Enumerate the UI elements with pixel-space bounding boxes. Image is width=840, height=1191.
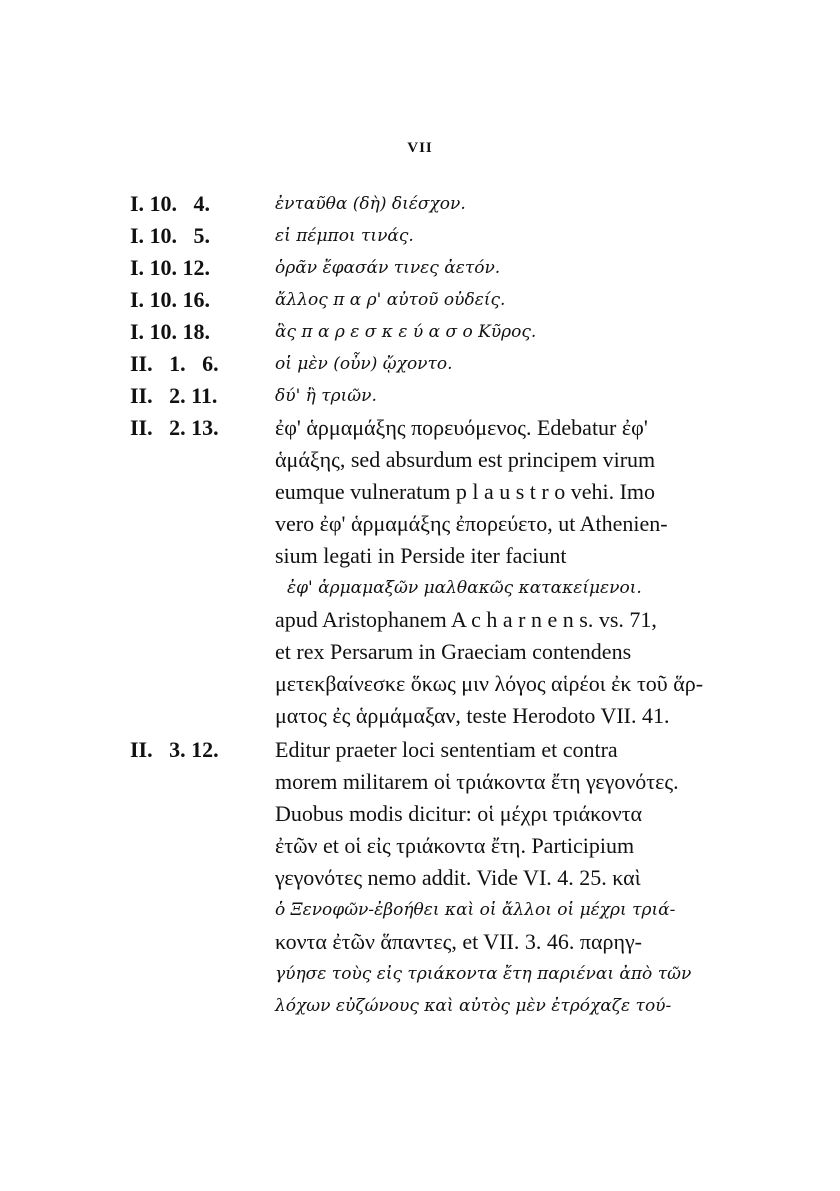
note-line: εἰ πέμποι τινάς. — [275, 226, 414, 246]
note-text — [275, 316, 705, 348]
running-head: VII — [407, 140, 433, 156]
note-reference: II. 2. 11. — [130, 383, 218, 408]
note-line: ἐφ' ἁρμαμαξῶν μαλθακῶς κατακείμενοι. — [287, 578, 642, 598]
note-line: ἁμάξης, sed absurdum est principem virum — [275, 447, 656, 472]
note-line: ὁ Ξενοφῶν-ἐβοήθει καὶ οἱ ἄλλοι οἱ μέχρι τριά- — [275, 900, 676, 920]
note-reference: II. 3. 12. — [130, 737, 219, 762]
note-line: κοντα ἐτῶν ἅπαντες, et VII. 3. 46. παρηγ- — [275, 929, 643, 954]
note-line: ἐτῶν et οἱ εἰς τριάκοντα ἔτη. Participium — [275, 833, 635, 858]
note-text — [275, 284, 705, 316]
note-line: eumque vulneratum p l a u s t r o vehi. Imo — [275, 479, 656, 504]
note-line: μετεκβαίνεσκε ὅκως μιν λόγος αἱρέοι ἐκ τοῦ ἅρ- — [275, 671, 704, 696]
note-line: ματος ἐς ἁρμάμαξαν, teste Herodoto VII. 41. — [275, 703, 670, 728]
note-line: Duobus modis dicitur: οἱ μέχρι τριάκοντα — [275, 801, 643, 826]
note-reference: II. 1. 6. — [130, 351, 219, 376]
note-text — [275, 380, 705, 412]
note-line: ἃς π α ρ ε σ κ ε ύ α σ ο Κῦρος. — [275, 322, 537, 342]
note-reference: I. 10. 16. — [130, 287, 211, 312]
note-text — [275, 734, 705, 1022]
note-line: λόχων εὐζώνους καὶ αὐτὸς μὲν ἐτρόχαζε τού- — [275, 996, 672, 1016]
note-text — [275, 412, 705, 732]
note-text — [275, 252, 705, 284]
note-line: sium legati in Perside iter faciunt — [275, 543, 567, 568]
note-text — [275, 220, 705, 252]
note-line: γεγονότες nemo addit. Vide VI. 4. 25. καὶ — [275, 865, 641, 890]
note-line: ἄλλος π α ρ' αὐτοῦ οὐδείς. — [275, 290, 506, 310]
note-text — [275, 188, 705, 220]
note-line: ἐνταῦθα (δὴ) διέσχον. — [275, 194, 466, 214]
note-line: Editur praeter loci sententiam et contra — [275, 737, 618, 762]
note-line: et rex Persarum in Graeciam contendens — [275, 639, 632, 664]
note-line: morem militarem οἱ τριάκοντα ἔτη γεγονότες. — [275, 769, 679, 794]
note-reference: I. 10. 18. — [130, 319, 211, 344]
note-line: ὁρᾶν ἔφασάν τινες ἀετόν. — [275, 258, 501, 278]
note-line: οἱ μὲν (οὖν) ᾤχοντο. — [275, 354, 453, 374]
note-line: ἐφ' ἁρμαμάξης πορευόμενος. Edebatur ἐφ' — [275, 415, 648, 440]
note-text — [275, 348, 705, 380]
note-reference: I. 10. 12. — [130, 255, 211, 280]
note-line: γύησε τοὺς εἰς τριάκοντα ἔτη παριέναι ἀπὸ τῶν — [275, 964, 692, 984]
note-line: δύ' ἢ τριῶν. — [275, 386, 377, 406]
note-reference: II. 2. 13. — [130, 415, 219, 440]
note-reference: I. 10. 4. — [130, 191, 211, 216]
note-line: apud Aristophanem A c h a r n e n s. vs. 71, — [275, 607, 657, 632]
note-line: vero ἐφ' ἁρμαμάξης ἐπορεύετο, ut Athenien- — [275, 511, 668, 536]
note-reference: I. 10. 5. — [130, 223, 211, 248]
